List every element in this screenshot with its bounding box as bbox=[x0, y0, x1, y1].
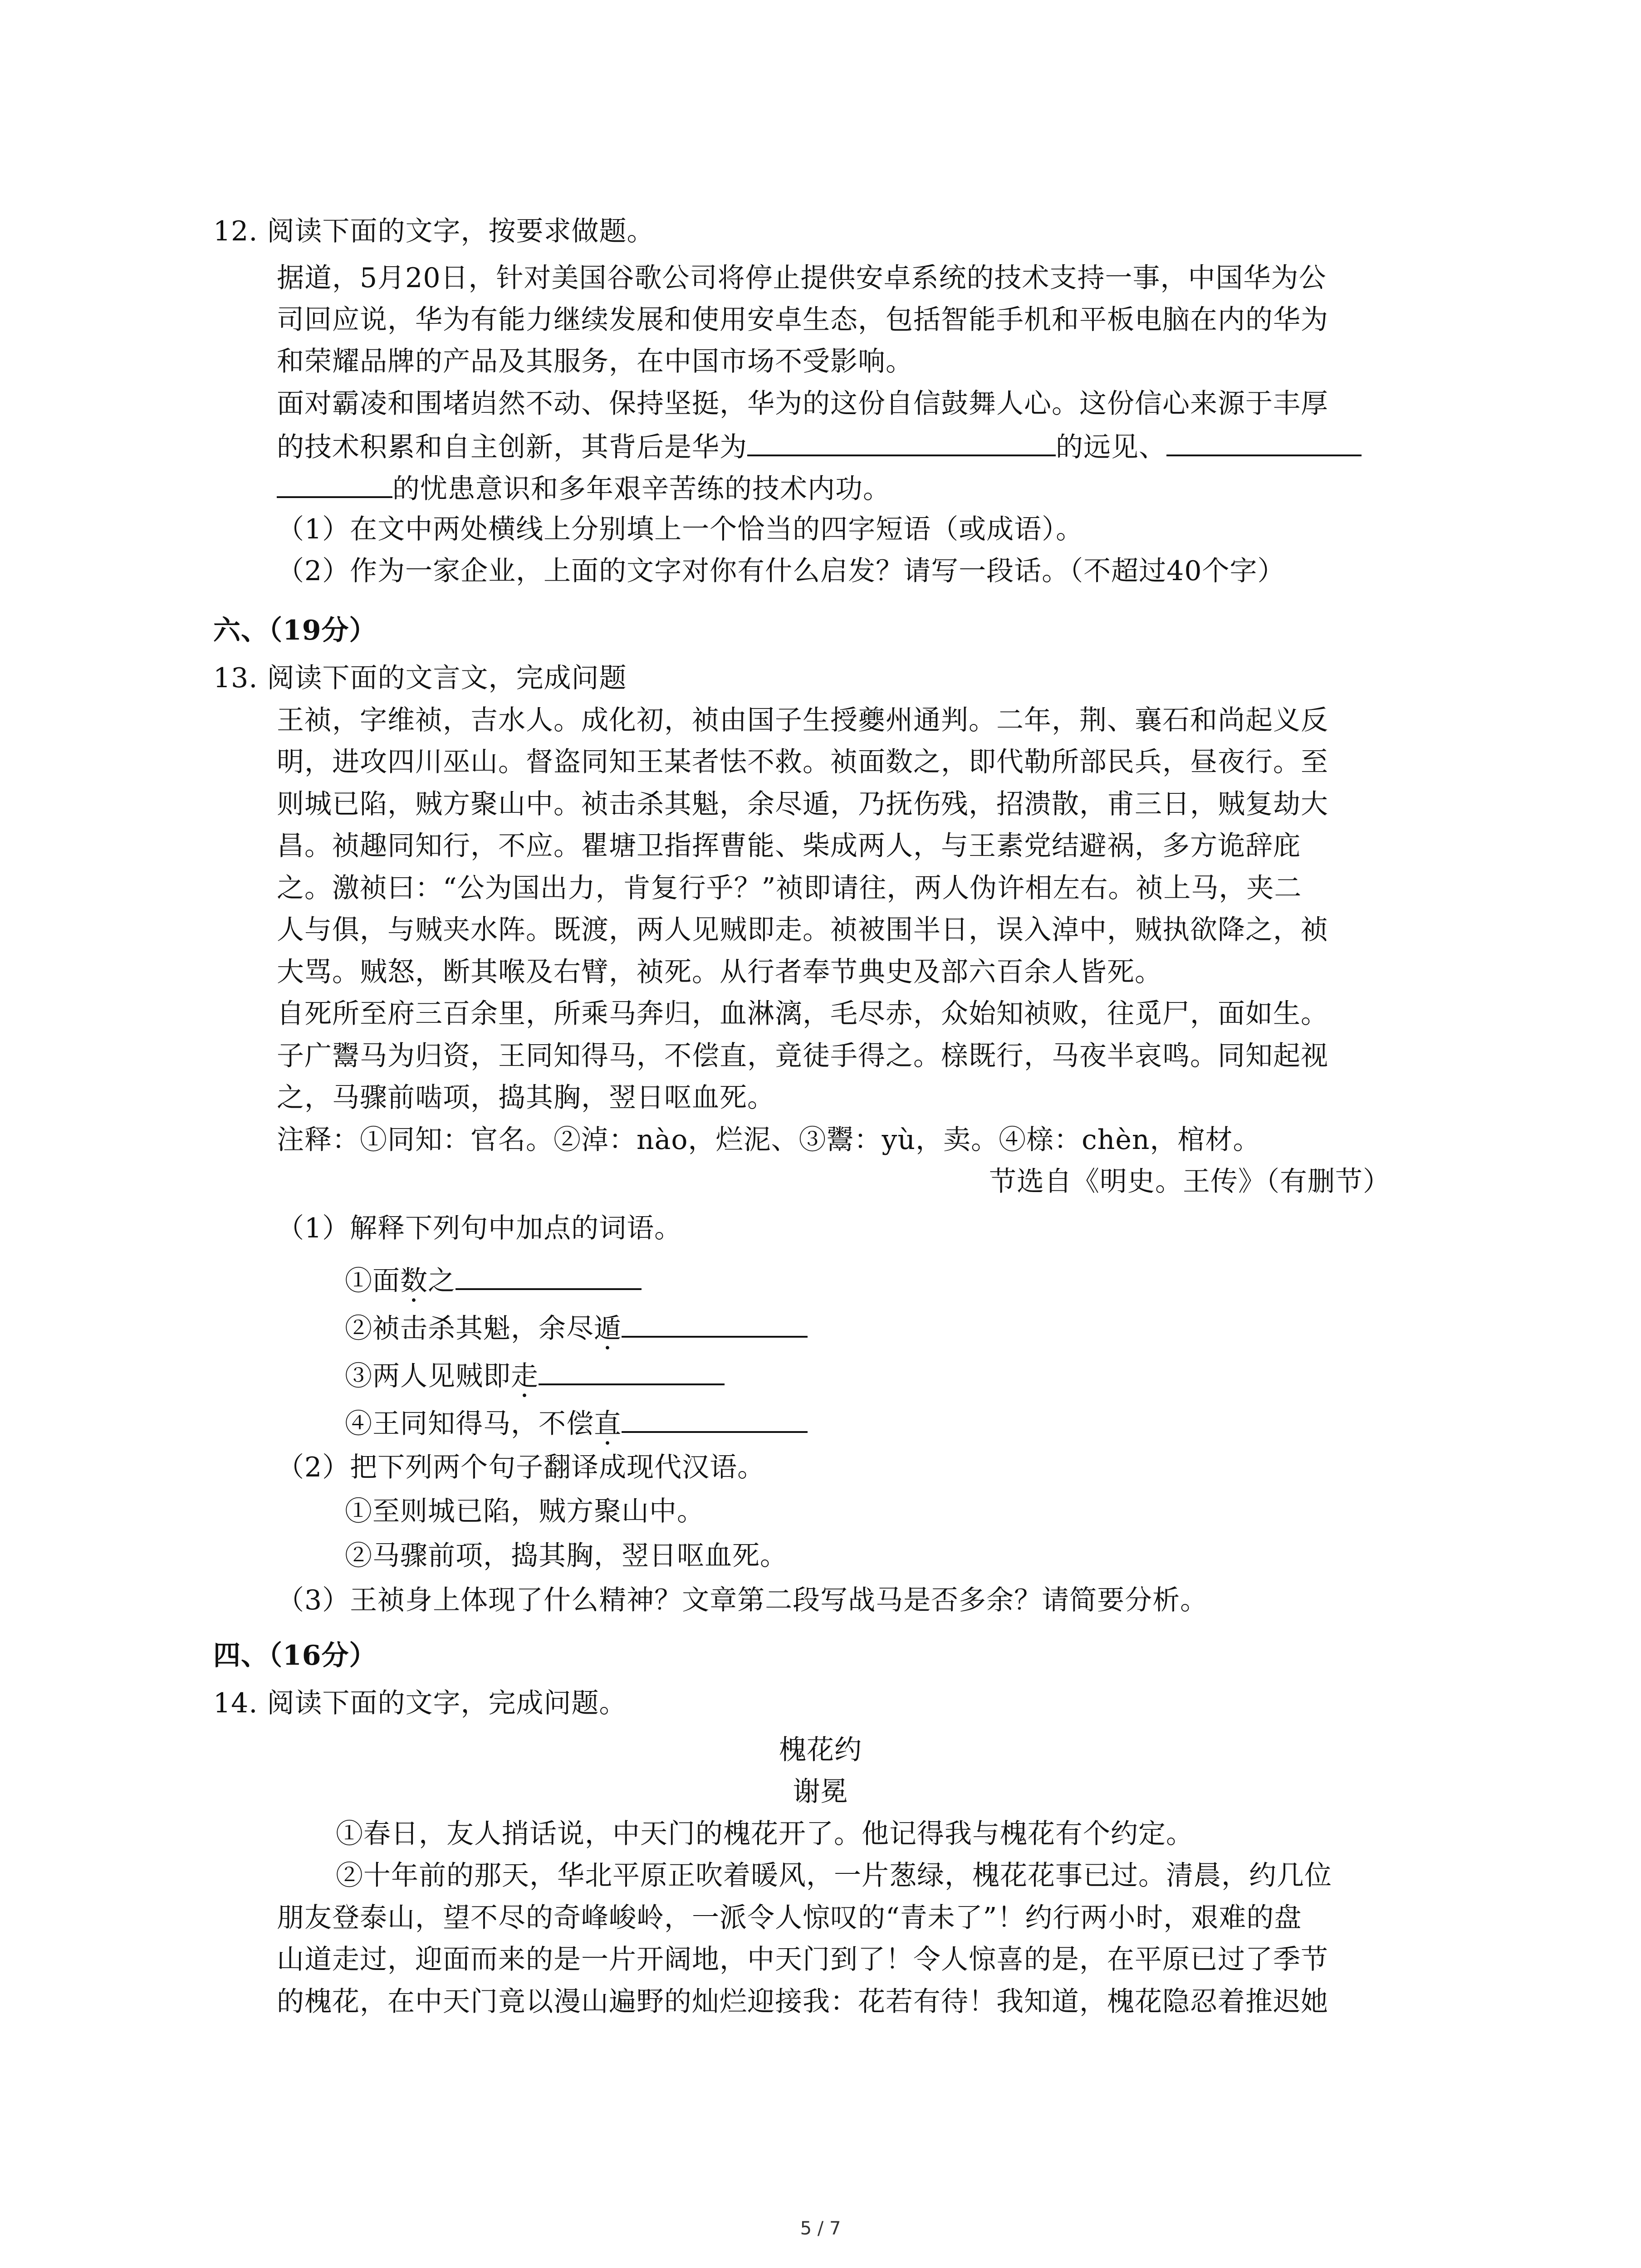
q14-title: 14. 阅读下面的文字，完成问题。 bbox=[213, 1687, 627, 1719]
essay-paragraph: ①春日，友人捎话说，中天门的槐花开了。他记得我与槐花有个约定。 bbox=[336, 1818, 1194, 1850]
essay-title: 槐花约 bbox=[779, 1734, 862, 1766]
item-text: ②祯击杀其魁，余尽 bbox=[345, 1313, 594, 1344]
q13-translate-item: ②马骤前项，捣其胸，翌日呕血死。 bbox=[345, 1540, 788, 1572]
q13-line: 大骂。贼怒，断其喉及右臂，祯死。从行者奉节典史及部六百余人皆死。 bbox=[277, 956, 1162, 988]
q13-line: 明，进攻四川巫山。督盗同知王某者怯不救。祯面数之，即代勒所部民兵，昼夜行。至 bbox=[277, 746, 1328, 778]
item-text: ④王同知得马，不偿 bbox=[345, 1408, 594, 1440]
section-heading: 六、（19分） bbox=[213, 615, 377, 646]
dotted-word: 数 bbox=[400, 1265, 428, 1297]
q13-source: 节选自《明史。王传》（有删节） bbox=[989, 1166, 1391, 1198]
essay-line: 朋友登泰山，望不尽的奇峰峻岭，一派令人惊叹的“青未了”！约行两小时，艰难的盘 bbox=[277, 1902, 1302, 1934]
q12-p1-line: 据道，5月20日，针对美国谷歌公司将停止提供安卓系统的技术支持一事，中国华为公 bbox=[277, 262, 1327, 294]
answer-blank[interactable] bbox=[456, 1261, 642, 1290]
q13-line: 自死所至府三百余里，所乘马奔归，血淋漓，毛尽赤，众始知祯败，往觅尸，面如生。 bbox=[277, 998, 1328, 1030]
answer-blank[interactable] bbox=[622, 1404, 808, 1433]
q13-line: 子广鬻马为归资，王同知得马，不偿直，竟徒手得之。榇既行，马夜半哀鸣。同知起视 bbox=[277, 1040, 1328, 1072]
answer-blank[interactable] bbox=[622, 1309, 808, 1338]
q13-line: 王祯，字维祯，吉水人。成化初，祯由国子生授夔州通判。二年，荆、襄石和尚起义反 bbox=[277, 704, 1328, 736]
fill-blank-2-end[interactable] bbox=[277, 469, 392, 498]
essay-line: 的槐花，在中天门竟以漫山遍野的灿烂迎接我：花若有待！我知道，槐花隐忍着推迟她 bbox=[277, 1986, 1328, 2018]
answer-blank[interactable] bbox=[539, 1356, 725, 1385]
q13-item bbox=[345, 1356, 725, 1394]
q13-line: 昌。祯趣同知行，不应。瞿塘卫指挥曹能、柴成两人，与王素党结避祸，多方诡辞庇 bbox=[277, 830, 1301, 862]
q12-sub1: （1）在文中两处横线上分别填上一个恰当的四字短语（或成语）。 bbox=[277, 513, 1084, 545]
q13-line: 人与俱，与贼夹水阵。既渡，两人见贼即走。祯被围半日，误入淖中，贼执欲降之，祯 bbox=[277, 914, 1328, 946]
page-number: 5 / 7 bbox=[800, 2218, 841, 2239]
q12-p2-line-with-blanks bbox=[277, 427, 1362, 465]
essay-line: ②十年前的那天，华北平原正吹着暖风，一片葱绿，槐花花事已过。清晨，约几位 bbox=[336, 1860, 1332, 1892]
item-text: 之 bbox=[428, 1265, 456, 1297]
q12-p1-line: 和荣耀品牌的产品及其服务，在中国市场不受影响。 bbox=[277, 346, 913, 377]
q13-sub2: （2）把下列两个句子翻译成现代汉语。 bbox=[277, 1452, 765, 1483]
q12-p1-line: 司回应说，华为有能力继续发展和使用安卓生态，包括智能手机和平板电脑在内的华为 bbox=[277, 304, 1328, 336]
q12-title: 12. 阅读下面的文字，按要求做题。 bbox=[213, 215, 655, 247]
essay-line: 山道走过，迎面而来的是一片开阔地，中天门到了！令人惊喜的是，在平原已过了季节 bbox=[277, 1944, 1328, 1975]
q12-p2-line: 面对霸凌和围堵岿然不动、保持坚挺，华为的这份自信鼓舞人心。这份信心来源于丰厚 bbox=[277, 388, 1328, 420]
q13-item bbox=[345, 1261, 642, 1299]
q13-line: 则城已陷，贼方聚山中。祯击杀其魁，余尽遁，乃抚伤残，招溃散，甫三日，贼复劫大 bbox=[277, 788, 1328, 820]
q13-item bbox=[345, 1309, 808, 1347]
q13-translate-item: ①至则城已陷，贼方聚山中。 bbox=[345, 1496, 705, 1527]
item-text: ①面 bbox=[345, 1265, 400, 1297]
q13-line: 之。激祯曰：“公为国出力，肯复行乎？”祯即请往，两人伪许相左右。祯上马，夹二 bbox=[277, 872, 1302, 904]
q13-item bbox=[345, 1404, 808, 1442]
fill-blank-1[interactable] bbox=[747, 427, 1056, 456]
q12-p2-text: 的技术积累和自主创新，其背后是华为 bbox=[277, 431, 747, 463]
dotted-word: 走 bbox=[511, 1360, 539, 1392]
fill-blank-2-start[interactable] bbox=[1166, 427, 1362, 456]
q12-sub2: （2）作为一家企业，上面的文字对你有什么启发？请写一段话。（不超过40个字） bbox=[277, 555, 1285, 587]
dotted-word: 直 bbox=[594, 1408, 622, 1440]
q12-p2-text: 的忧患意识和多年艰辛苦练的技术内功。 bbox=[392, 473, 891, 505]
q13-title: 13. 阅读下面的文言文，完成问题 bbox=[213, 662, 627, 694]
dotted-word: 遁 bbox=[594, 1313, 622, 1344]
q13-line: 之，马骤前啮项，捣其胸，翌日呕血死。 bbox=[277, 1082, 775, 1114]
q13-note: 注释：①同知：官名。②淖：nào，烂泥、③鬻：yù，卖。④榇：chèn，棺材。 bbox=[277, 1124, 1261, 1156]
q13-sub1: （1）解释下列句中加点的词语。 bbox=[277, 1212, 682, 1244]
essay-author: 谢冕 bbox=[793, 1776, 848, 1808]
section-heading: 四、（16分） bbox=[213, 1640, 377, 1672]
q13-sub3: （3）王祯身上体现了什么精神？文章第二段写战马是否多余？请简要分析。 bbox=[277, 1584, 1208, 1616]
q12-p2-text: 的远见、 bbox=[1056, 431, 1166, 463]
item-text: ③两人见贼即 bbox=[345, 1360, 511, 1392]
q12-p2-line-with-blank bbox=[277, 469, 891, 507]
